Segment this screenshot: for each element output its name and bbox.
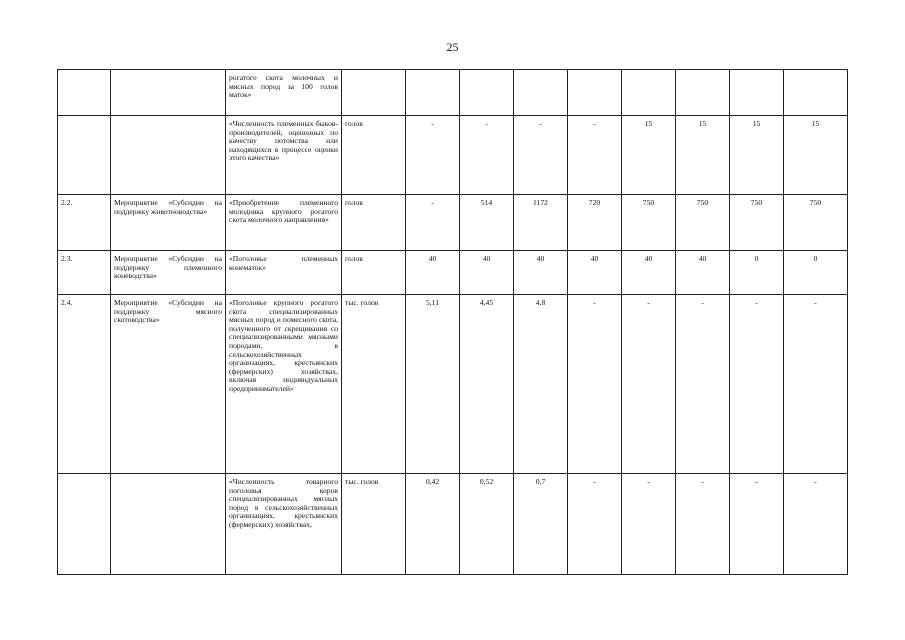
value-cell: 0,52 [460,474,514,575]
value-cell: 0,42 [406,474,460,575]
value-cell: 40 [460,251,514,295]
table-row [58,116,848,195]
row-number-cell: 2.3. [58,251,111,295]
value-cell: 750 [784,195,848,251]
value-cell: - [514,116,568,195]
value-cell: 40 [622,251,676,295]
indicator-cell: рогатого скота молочных и мясных пород за 100 голов маток» [226,70,342,116]
value-cell: 0,7 [514,474,568,575]
unit-cell: тыс. голов [342,474,406,575]
value-cell: 514 [460,195,514,251]
indicator-cell: «Численность племенных быков-производителей, оцененных по качеству потомства или находящихся в процессе оценки этого качества» [226,116,342,195]
value-cell: - [568,474,622,575]
indicators-table [57,69,848,575]
value-cell: 1172 [514,195,568,251]
value-cell: - [784,295,848,474]
value-cell: 15 [784,116,848,195]
indicator-cell: «Поголовье крупного рогатого скота специализированных мясных пород и помесного скота, полученного от скрещивания со специализированными мясными породами, в сельскохозяйственных организациях, крестьянских (фермерских) хозяйствах, включая индивидуальных предпринимателей» [226,295,342,474]
unit-cell [342,70,406,116]
value-cell [784,70,848,116]
value-cell: - [676,474,730,575]
value-cell [406,70,460,116]
value-cell: 15 [676,116,730,195]
row-number-cell [58,70,111,116]
unit-cell: тыс. голов [342,295,406,474]
table-row [58,474,848,575]
row-number-cell [58,474,111,575]
table-row [58,295,848,474]
table-row [58,70,848,116]
row-number-cell: 2.2. [58,195,111,251]
value-cell: - [622,474,676,575]
row-number-cell [58,116,111,195]
value-cell: 720 [568,195,622,251]
value-cell: - [676,295,730,474]
unit-cell: голов [342,195,406,251]
value-cell: - [730,295,784,474]
page-number: 25 [446,40,459,54]
value-cell: - [406,195,460,251]
value-cell [514,70,568,116]
value-cell: 750 [622,195,676,251]
table-row [58,251,848,295]
event-cell: Мероприятие «Субсидии на поддержку животноводства» [111,195,226,251]
row-number-cell: 2.4. [58,295,111,474]
value-cell: 5,11 [406,295,460,474]
value-cell: 750 [730,195,784,251]
value-cell: 0 [730,251,784,295]
event-cell [111,70,226,116]
value-cell [568,70,622,116]
table-row [58,195,848,251]
value-cell [622,70,676,116]
indicator-cell: «Приобретение племенного молодняка крупного рогатого скота молочного направления» [226,195,342,251]
indicator-cell: «Численность товарного поголовья коров специализированных мясных пород в сельскохозяйственных организациях, крестьянских (фермерских) хозяйствах, [226,474,342,575]
unit-cell: голов [342,251,406,295]
value-cell [460,70,514,116]
value-cell: - [730,474,784,575]
event-cell [111,474,226,575]
value-cell: - [622,295,676,474]
value-cell: 0 [784,251,848,295]
value-cell: 4,8 [514,295,568,474]
value-cell: - [568,116,622,195]
indicator-cell: «Поголовье племенных конематок» [226,251,342,295]
event-cell: Мероприятие «Субсидии на поддержку племенного коневодства» [111,251,226,295]
unit-cell: голов [342,116,406,195]
value-cell: 4,45 [460,295,514,474]
value-cell: - [568,295,622,474]
value-cell: 750 [676,195,730,251]
value-cell [730,70,784,116]
value-cell: 15 [730,116,784,195]
value-cell: - [406,116,460,195]
event-cell: Мероприятие «Субсидии на поддержку мясного скотоводства» [111,295,226,474]
value-cell: 40 [406,251,460,295]
event-cell [111,116,226,195]
value-cell: 40 [514,251,568,295]
value-cell: - [460,116,514,195]
value-cell: 40 [676,251,730,295]
value-cell: 15 [622,116,676,195]
value-cell [676,70,730,116]
value-cell: 40 [568,251,622,295]
value-cell: - [784,474,848,575]
